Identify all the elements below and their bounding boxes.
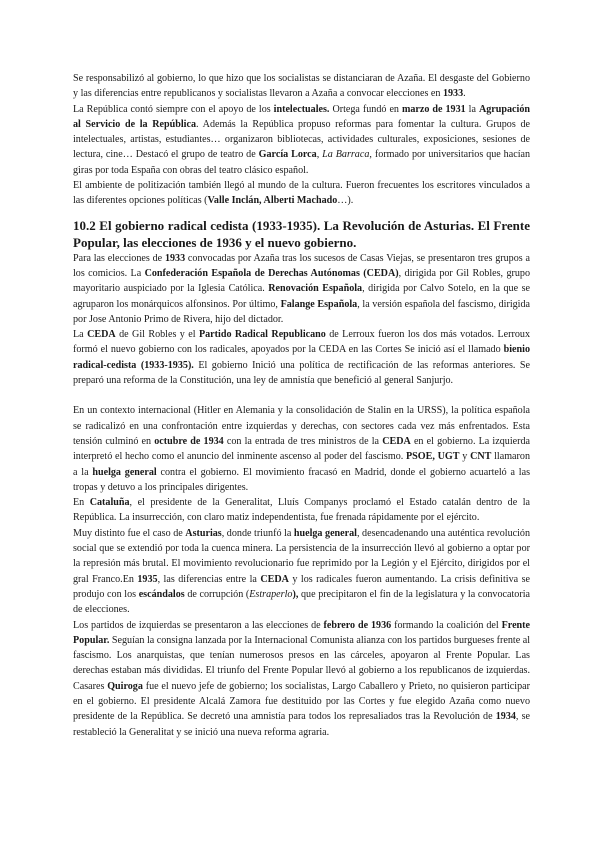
paragraph-international-context: En un contexto internacional (Hitler en Alemania y la consolidación de Stalin en la URSS), la política española se radicalizó en una confrontación entre izquierdas y derechas, con sectores cada vez más enfrentados. Esta tensión culminó en octubre de 1934 con la entrada de tres ministros de la CEDA en el gobierno. La izquierda interpretó el hecho como el anuncio del inminente ascenso al poder del fascismo. PSOE, UGT y CNT llamaron a la huelga general contra el gobierno. El movimiento fracasó en Madrid, donde el gobierno acuarteló a las tropas y detuvo a los principales dirigentes. — [73, 405, 530, 493]
paragraph-cataluna: En Cataluña, el presidente de la Generalitat, Lluís Companys proclamó el Estado catalán dentro de la República. La insurrección, con claro matiz independentista, fue frenada rápidamente por el ejército. — [73, 497, 530, 524]
paragraph-asturias: Muy distinto fue el caso de Asturias, donde triunfó la huelga general, desencadenando una auténtica revolución social que se extendió por toda la cuenca minera. La persistencia de la insurrección llevó al gobierno a optar por la represión más brutal. El movimiento revolucionario fue reprimido por la Legión y el Ejército, dirigidos por el gral Franco.En 1935, las diferencias entre la CEDA y los radicales fueron aumentando. La crisis definitiva se produjo con los escándalos de corrupción (Estraperlo), que precipitaron el fin de la legislatura y la convocatoria de elecciones. — [73, 527, 530, 616]
paragraph-elections-1933-intro: Se responsabilizó al gobierno, lo que hizo que los socialistas se distanciaran de Azaña. El desgaste del Gobierno y las diferencias entre republicanos y socialistas llevaron a Azaña a convocar elecciones en 1933. — [73, 73, 530, 100]
paragraph-intellectuals: La República contó siempre con el apoyo de los intelectuales. Ortega fundó en marzo de 1931 la Agrupación al Servicio de la República. Además la República propuso reformas para fomentar la cultura. Grupos de intelectuales, artistas, estudiantes… organizaron bibliotecas, actividades culturales, exposiciones, sesiones de lectura, cine… Destacó el grupo de teatro de García Lorca, La Barraca, formado por universitarios que hacían giras por toda España con obras del teatro clásico español. — [73, 103, 531, 176]
paragraph-elections-1933: Para las elecciones de 1933 convocadas por Azaña tras los sucesos de Casas Viejas, se presentaron tres grupos a los comicios. La Confederación Española de Derechas Autónomas (CEDA), dirigida por Gil Robles, grupo mayoritario auspiciado por la Iglesia Católica. Renovación Española, dirigida por Calvo Sotelo, en la que se agruparon los monárquicos alfonsinos. Por último, Falange Española, la versión española del fascismo, dirigida por Jose Antonio Primo de Rivera, hijo del dictador. — [73, 252, 531, 325]
paragraph-politicization: El ambiente de politización también llegó al mundo de la cultura. Fueron frecuentes los escritores vinculados a las diferentes opciones políticas (Valle Inclán, Alberti Machado…). — [73, 180, 530, 207]
section-heading: 10.2 El gobierno radical cedista (1933-1935). La Revolución de Asturias. El Frente Popular, las elecciones de 1936 y el nuevo gobierno. — [73, 217, 530, 250]
paragraph-bienio-radical-cedista: La CEDA de Gil Robles y el Partido Radical Republicano de Lerroux fueron los dos más votados. Lerroux formó el nuevo gobierno con los radicales, apoyados por la CEDA en las Cortes Se inició así el llamado bienio radical-cedista (1933-1935). El gobierno Inició una política de rectificación de las reformas anteriores. Se preparó una reforma de la Constitución, una ley de amnistía que benefició al general Sanjurjo. — [73, 329, 531, 387]
document-page — [73, 71, 530, 740]
paragraph-frente-popular: Los partidos de izquierdas se presentaron a las elecciones de febrero de 1936 formando la coalición del Frente Popular. Seguían la consigna lanzada por la Internacional Comunista alianza con los partidos burgueses frente al fascismo. Los anarquistas, que tenían numerosos presos en las cárceles, apoyaron al Frente Popular. Las derechas estaban más divididas. El triunfo del Frente Popular llevó al gobierno a los republicanos de izquierdas. Casares Quiroga fue el nuevo jefe de gobierno; los socialistas, Largo Caballero y Prieto, no quisieron participar en el gobierno. El presidente Alcalá Zamora fue destituido por las Cortes y fue elegido Azaña como nuevo presidente de la República. Se decretó una amnistía para todos los represaliados tras la Revolución de 1934, se restableció la Generalitat y se inició una nueva reforma agraria. — [73, 619, 531, 738]
